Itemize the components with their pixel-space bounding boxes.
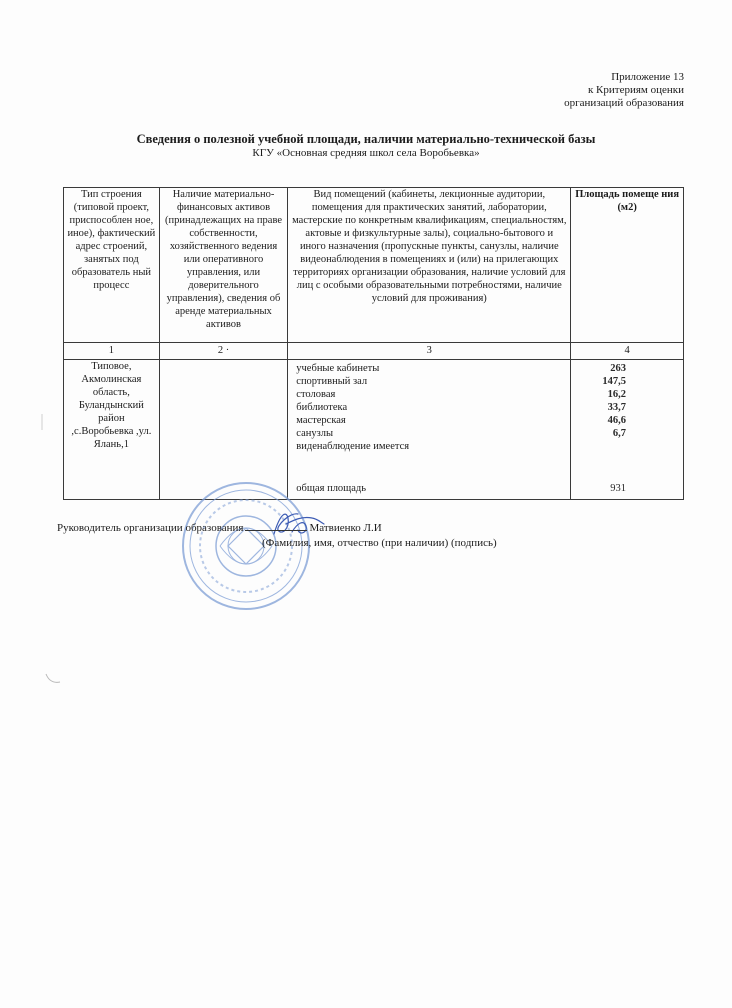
header-area: Площадь помеще ния (м2) [571, 188, 684, 343]
column-number-1: 1 [64, 343, 160, 360]
room-list [291, 360, 567, 498]
appendix-header [564, 71, 684, 110]
document-title: Сведения о полезной учебной площади, наличии материально-технической базы [136, 132, 596, 146]
signature-line [57, 522, 382, 535]
column-number-4: 4 [571, 343, 684, 360]
column-number-2: 2 · [159, 343, 288, 360]
room-name: виденаблюдение имеется [296, 441, 410, 452]
room-area: 16,2 [607, 389, 626, 400]
column-number-row [64, 343, 684, 360]
appendix-line-1: Приложение 13 [611, 71, 684, 83]
appendix-line-2: к Критериям оценки [587, 84, 684, 96]
room-area: 6,7 [612, 428, 626, 439]
table-header-row [64, 188, 684, 343]
signatory-role: Руководитель организации образования [57, 522, 244, 534]
column-number-3: 3 [288, 343, 571, 360]
area-list [574, 360, 680, 498]
header-assets: Наличие материально-финансовых активов (принадлежащих на праве собственности, хозяйственного ведения или оперативного управления, или доверительного управления), сведения об аренде материальных активов [159, 188, 288, 343]
total-area-label: общая площадь [296, 483, 367, 494]
room-name: мастерская [296, 415, 346, 426]
assets-cell [159, 360, 288, 500]
header-building-type: Тип строения (типовой проект, приспособлен ное, иное), фактический адрес строений, занятых под образователь ный процесс [64, 188, 160, 343]
room-area: 46,6 [607, 415, 626, 426]
room-area: 33,7 [607, 402, 626, 413]
room-name: библиотека [296, 402, 348, 413]
facilities-table [63, 187, 684, 500]
room-name: столовая [296, 389, 336, 400]
room-name: спортивный зал [296, 376, 368, 387]
rooms-cell [288, 360, 571, 500]
signatory-name: Матвиенко Л.И [309, 522, 382, 534]
areas-cell [571, 360, 684, 500]
room-area: 147,5 [602, 376, 626, 387]
appendix-line-3: организаций образования [564, 97, 684, 109]
scan-mark [38, 412, 46, 432]
room-name: санузлы [296, 428, 334, 439]
total-area-value: 931 [610, 483, 626, 494]
room-name: учебные кабинеты [296, 363, 380, 374]
document-subtitle: КГУ «Основная средняя школ села Воробьевка» [252, 147, 480, 159]
header-room-types: Вид помещений (кабинеты, лекционные аудитории, помещения для практических занятий, лаборатории, мастерские по конкретным квалификациям, специальностям, актовые и физкультурные залы), социально-бытового и иного назначения (пропускные пункты, санузлы, наличие видеонаблюдения в помещениях и (или) на прилегающих территориях организации образования, наличие условий для лиц с особыми образовательными потребностями, наличие условий для проживания) [288, 188, 571, 343]
scan-mark [44, 672, 64, 686]
room-area: 263 [610, 363, 626, 374]
table-row [64, 360, 684, 500]
building-address: Типовое, Акмолинская область, Буландынский район ,с.Воробьевка ,ул. Ялань,1 [64, 360, 160, 500]
signature-caption: (Фамилия, имя, отчество (при наличии) (подпись) [262, 537, 497, 549]
signature-blank [245, 530, 307, 531]
